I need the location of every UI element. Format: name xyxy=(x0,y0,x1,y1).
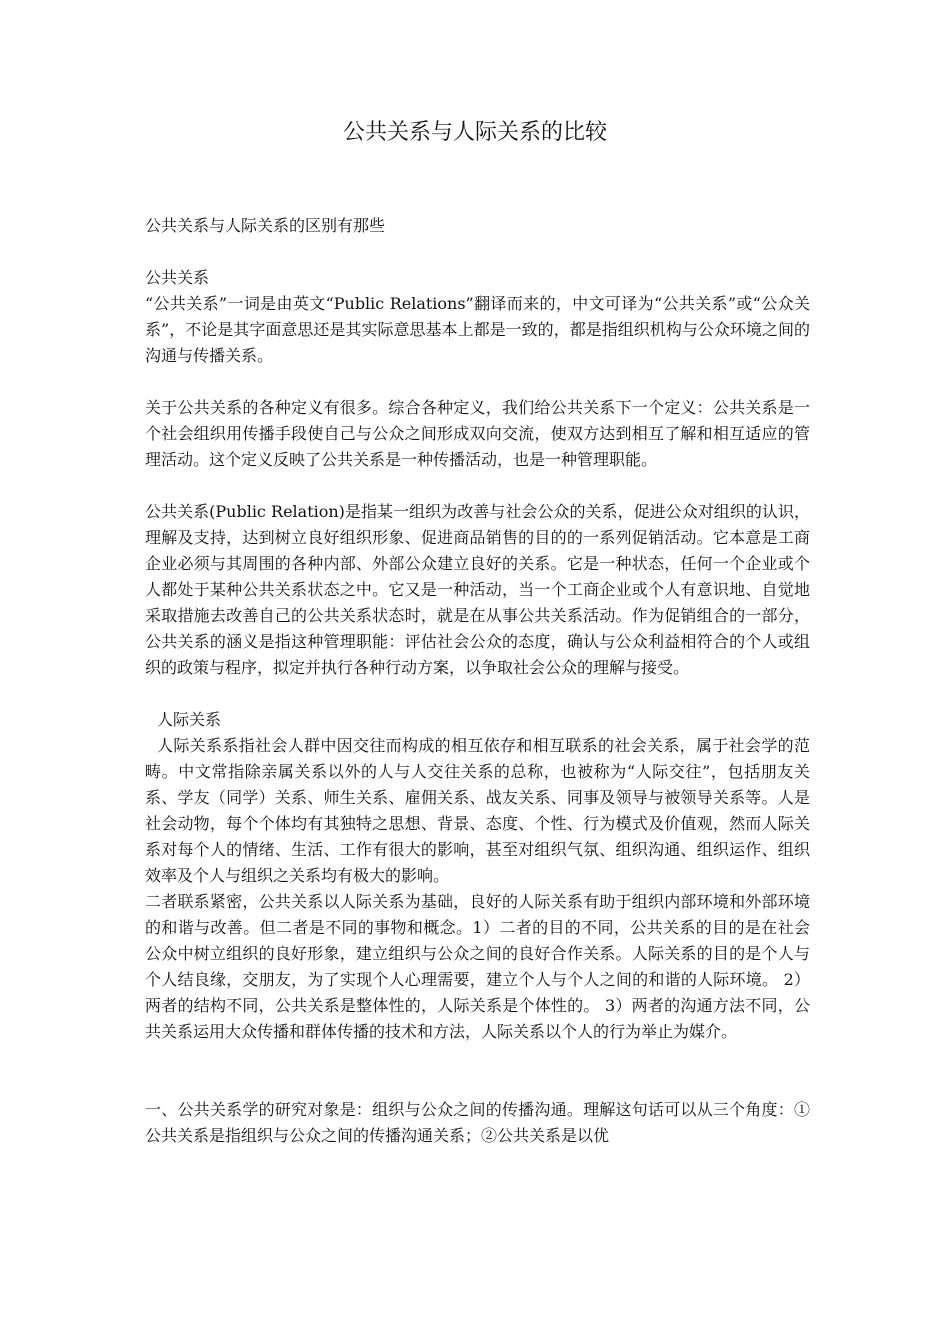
pr-paragraph-1: “公共关系”一词是由英文“Public Relations”翻译而来的，中文可译为“公共关系”或“公众关系”，不论是其字面意思还是其实际意思基本上都是一致的，都是指组织机构与公众环境之间的沟通与传播关系。 xyxy=(145,294,810,365)
document-subtitle: 公共关系与人际关系的区别有那些 xyxy=(145,216,386,235)
ir-paragraph-1 xyxy=(145,733,810,889)
ir-paragraph-2: 二者联系紧密，公共关系以人际关系为基础，良好的人际关系有助于组织内部环境和外部环境的和谐与改善。但二者是不同的事物和概念。1）二者的目的不同，公共关系的目的是在社会公众中树立组织的良好形象，建立组织与公众之间的良好合作关系。人际关系的目的是个人与个人结良缘，交朋友，为了实现个人心理需要，建立个人与个人之间的和谐的人际环境。 2）两者的结构不同，公共关系是整体性的，人际关系是个体性的。 3）两者的沟通方法不同，公共关系运用大众传播和群体传播的技术和方法，人际关系以个人的行为举止为媒介。 xyxy=(145,892,810,1041)
pr-paragraph-3: 公共关系(Public Relation)是指某一组织为改善与社会公众的关系，促进公众对组织的认识，理解及支持，达到树立良好组织形象、促进商品销售的目的的一系列促销活动。它本意是工商企业必须与其周围的各种内部、外部公众建立良好的关系。它是一种状态，任何一个企业或个人都处于某种公共关系状态之中。它又是一种活动，当一个工商企业或个人有意识地、自觉地采取措施去改善自己的公共关系状态时，就是在从事公共关系活动。作为促销组合的一部分，公共关系的涵义是指这种管理职能：评估社会公众的态度，确认与公众利益相符合的个人或组织的政策与程序，拟定并执行各种行动方案，以争取社会公众的理解与接受。 xyxy=(145,502,810,677)
document-body xyxy=(145,213,810,1149)
section-1-paragraph: 一、公共关系学的研究对象是：组织与公众之间的传播沟通。理解这句话可以从三个角度：①公共关系是指组织与公众之间的传播沟通关系；②公共关系是以优 xyxy=(145,1100,810,1145)
pr-heading: 公共关系 xyxy=(145,268,210,287)
document-title: 公共关系与人际关系的比较 xyxy=(342,120,607,145)
pr-paragraph-2: 关于公共关系的各种定义有很多。综合各种定义，我们给公共关系下一个定义：公共关系是一个社会组织用传播手段使自己与公众之间形成双向交流，使双方达到相互了解和相互适应的管理活动。这个定义反映了公共关系是一种传播活动，也是一种管理职能。 xyxy=(145,398,810,469)
ir-paragraph-1-text: 人际关系系指社会人群中因交往而构成的相互依存和相互联系的社会关系，属于社会学的范畴。中文常指除亲属关系以外的人与人交往关系的总称，也被称为“人际交往”，包括朋友关系、学友（同学）关系、师生关系、雇佣关系、战友关系、同事及领导与被领导关系等。人是社会动物，每个个体均有其独特之思想、背景、态度、个性、行为模式及价值观，然而人际关系对每个人的情绪、生活、工作有很大的影响，甚至对组织气氛、组织沟通、组织运作、组织效率及个人与组织之关系均有极大的影响。 xyxy=(145,736,810,885)
ir-heading: 人际关系 xyxy=(157,710,222,729)
